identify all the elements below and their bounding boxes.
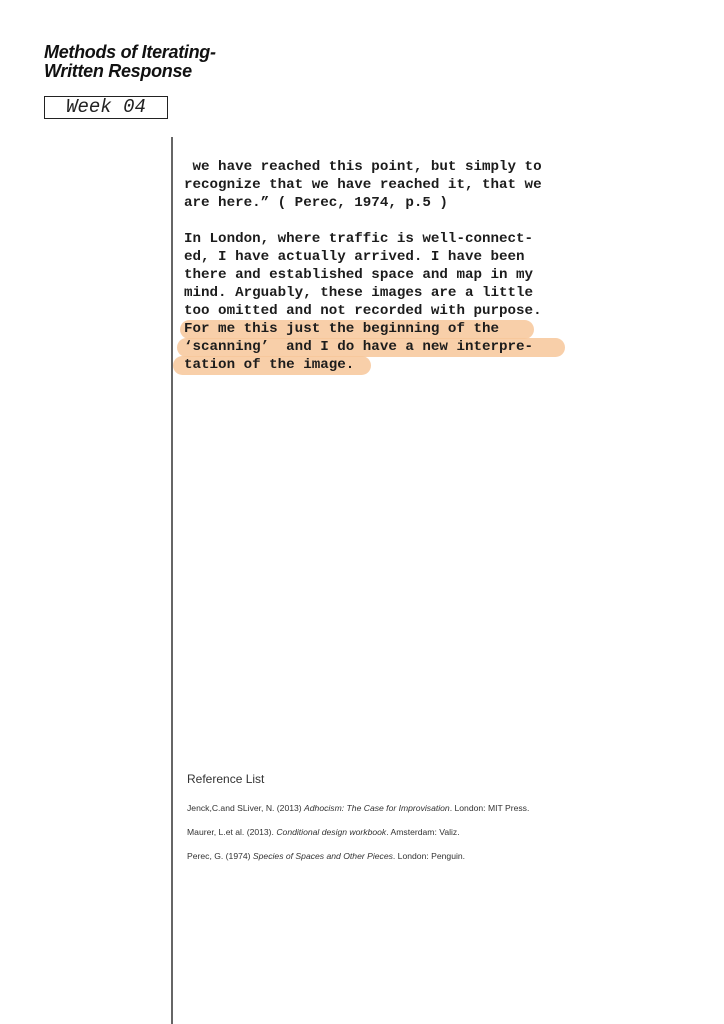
title-line-1: Methods of Iterating- [44,42,216,62]
paragraph-line: In London, where traffic is well-connect- [184,231,534,247]
reference-publisher: . London: Penguin. [392,851,466,861]
reference-item [187,851,667,862]
reference-authors: Jenck,C.and SLiver, N. (2013) [187,803,305,813]
reference-list [187,772,667,875]
reference-publisher: . London: MIT Press. [449,803,530,813]
reference-authors: Maurer, L.et al. (2013). [187,827,277,837]
reference-authors: Perec, G. (1974) [187,851,253,861]
reference-title: Adhocism: The Case for Improvisation [304,803,450,813]
quote-line: are here.” ( Perec, 1974, p.5 ) [184,195,448,211]
reference-item [187,803,667,814]
paragraph-line: there and established space and map in my [184,267,534,283]
quote-line: recognize that we have reached it, that we [184,177,542,193]
reference-list-heading: Reference List [187,772,265,786]
title-line-2: Written Response [44,61,192,81]
body-text [184,158,584,374]
paragraph-line: mind. Arguably, these images are a little [184,285,534,301]
reference-title: Species of Spaces and Other Pieces [252,851,393,861]
highlighted-line: For me this just the beginning of the [184,321,500,337]
paragraph-gap [184,212,584,230]
paragraph-line: too omitted and not recorded with purpose. [184,303,542,319]
reference-title: Conditional design workbook [276,827,387,837]
week-label: Week 04 [44,96,168,119]
reference-item [187,827,667,838]
highlighted-line: ‘scanning’ and I do have a new interpre- [184,339,534,355]
margin-rule [171,137,173,1024]
document-title [44,43,216,81]
highlighted-line: tation of the image. [184,357,355,373]
quote-line: we have reached this point, but simply to [184,159,542,175]
reference-publisher: . Amsterdam: Valiz. [386,827,460,837]
paragraph-line: ed, I have actually arrived. I have been [184,249,525,265]
